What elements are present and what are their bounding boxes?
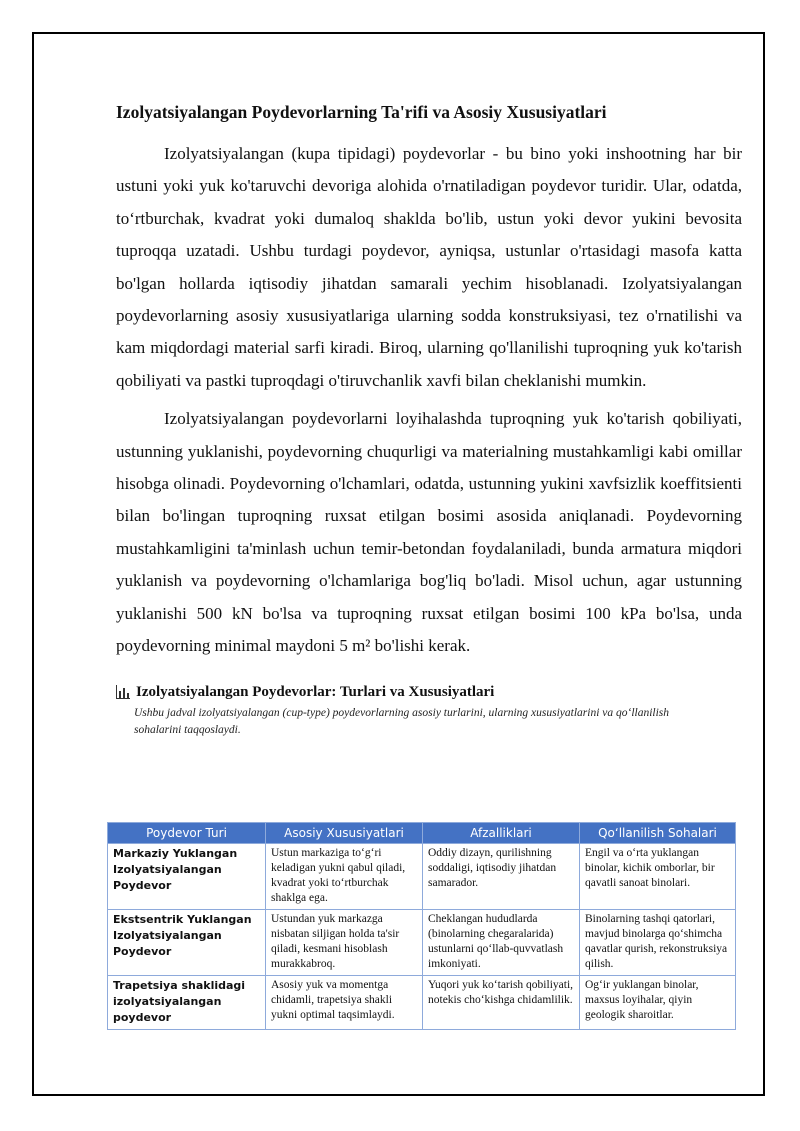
table-heading-text: Izolyatsiyalangan Poydevorlar: Turlari va Xususiyatlari [136, 683, 495, 700]
table-row [108, 976, 736, 1030]
table-row [108, 910, 736, 976]
table-cell: Markaziy Yuklangan Izolyatsiyalangan Poydevor [108, 844, 266, 910]
table-cell: Og‘ir yuklangan binolar, maxsus loyihalar, qiyin geologik sharoitlar. [580, 976, 736, 1030]
table-cell: Ustundan yuk markazga nisbatan siljigan holda ta'sir qiladi, kesmani hisoblash murakkabroq. [266, 910, 423, 976]
table-caption: Ushbu jadval izolyatsiyalangan (cup-type) poydevorlarning asosiy turlarini, ularning xususiyatlarini va qo‘llanilish sohalarini taqqoslaydi. [134, 706, 670, 736]
column-header: Poydevor Turi [108, 823, 266, 844]
column-header: Asosiy Xususiyatlari [266, 823, 423, 844]
table-cell: Cheklangan hududlarda (binolarning chegaralarida) ustunlarni qo‘llab-quvvatlash imkoniyati. [423, 910, 580, 976]
column-header: Qo‘llanilish Sohalari [580, 823, 736, 844]
table-cell: Yuqori yuk ko‘tarish qobiliyati, notekis cho‘kishga chidamlilik. [423, 976, 580, 1030]
table-heading [116, 681, 742, 703]
section-title: Izolyatsiyalangan Poydevorlarning Ta'rifi va Asosiy Xususiyatlari [116, 102, 607, 122]
column-header: Afzalliklari [423, 823, 580, 844]
table-cell: Ekstsentrik Yuklangan Izolyatsiyalangan Poydevor [108, 910, 266, 976]
table-cell: Asosiy yuk va momentga chidamli, trapetsiya shakli yukni optimal taqsimlaydi. [266, 976, 423, 1030]
table-row [108, 844, 736, 910]
document-body [116, 98, 742, 745]
foundation-types-table [107, 822, 736, 1030]
paragraph-1: Izolyatsiyalangan (kupa tipidagi) poydevorlar - bu bino yoki inshootning har bir ustuni yoki yuk ko'taruvchi devoriga alohida o'rnatiladigan poydevor turidir. Ular, odatda, to‘rtburchak, kvadrat yoki dumaloq shaklda bo'lib, ustun yoki devor yukini bevosita tuproqqa uzatadi. Ushbu turdagi poydevor, ayniqsa, ustunlar o'rtasidagi masofa katta bo'lgan hollarda iqtisodiy jihatdan samarali yechim hisoblanadi. Izolyatsiyalangan poydevorlarning asosiy xususiyatlariga ularning sodda konstruksiyasi, tez o'rnatilishi va kam miqdordagi material sarfi kiradi. Biroq, ularning qo'llanilishi tuproqning yuk ko'tarish qobiliyati va pastki tuproqdagi o'tiruvchanlik xavfi bilan cheklanishi mumkin. [116, 144, 742, 390]
table-header-row [108, 823, 736, 844]
table-cell: Engil va o‘rta yuklangan binolar, kichik omborlar, bir qavatli sanoat binolari. [580, 844, 736, 910]
table-cell: Ustun markaziga to‘g‘ri keladigan yukni qabul qiladi, kvadrat yoki to‘rtburchak shaklga ega. [266, 844, 423, 910]
paragraph-2: Izolyatsiyalangan poydevorlarni loyihalashda tuproqning yuk ko'tarish qobiliyati, ustunning yuklanishi, poydevorning chuqurligi va materialning mustahkamligi kabi omillar hisobga olinadi. Poydevorning o'lchamlari, odatda, ustunning yukini xavfsizlik koeffitsienti bilan bo'lingan tuproqning ruxsat etilgan bosimi asosida aniqlanadi. Poydevorning mustahkamligini ta'minlash uchun temir-betondan foydalaniladi, bunda armatura miqdori yuklanish va poydevorning o'lchamlariga bog'liq bo'ladi. Misol uchun, agar ustunning yuklanishi 500 kN bo'lsa va tuproqning ruxsat etilgan bosimi 100 kPa bo'lsa, unda poydevorning minimal maydoni 5 m² bo'lishi kerak. [116, 409, 742, 656]
table-cell: Trapetsiya shaklidagi izolyatsiyalangan poydevor [108, 976, 266, 1030]
table-cell: Binolarning tashqi qatorlari, mavjud binolarga qo‘shimcha qavatlar qurish, rekonstruksiya qilish. [580, 910, 736, 976]
bar-chart-icon [116, 685, 130, 699]
table-cell: Oddiy dizayn, qurilishning soddaligi, iqtisodiy jihatdan samarador. [423, 844, 580, 910]
